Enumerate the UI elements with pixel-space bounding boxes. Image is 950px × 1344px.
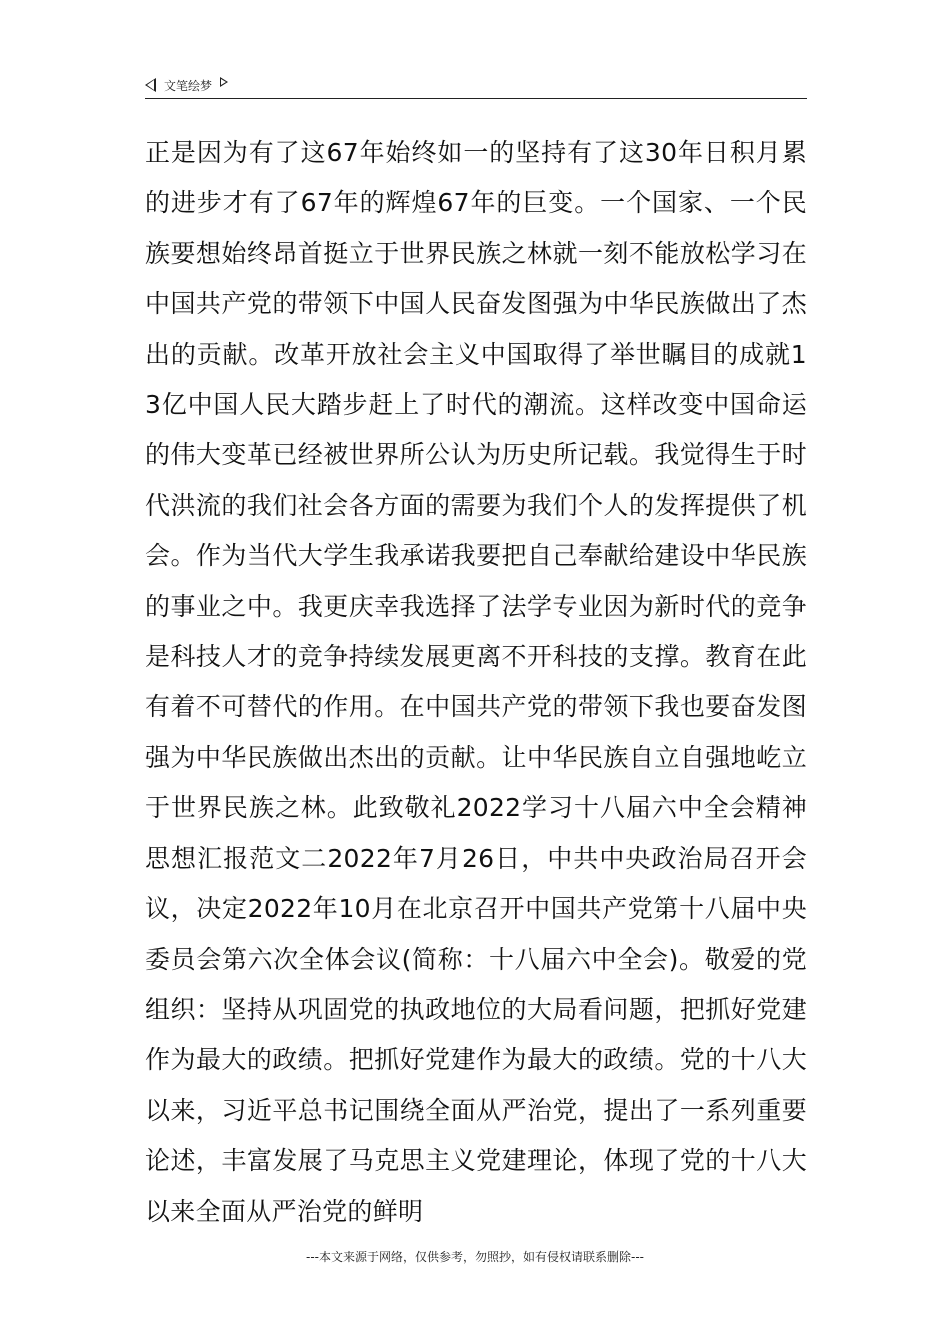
header-title: 文笔绘梦 xyxy=(164,78,213,93)
triangle-right-icon xyxy=(220,77,228,87)
footer-notice: ---本文来源于网络，仅供参考，勿照抄，如有侵权请联系删除--- xyxy=(306,1250,644,1264)
triangle-left-icon xyxy=(145,78,156,92)
page-header xyxy=(145,72,807,99)
body-paragraph: 正是因为有了这67年始终如一的坚持有了这30年日积月累的进步才有了67年的辉煌67年的巨变。一个国家、一个民族要想始终昂首挺立于世界民族之林就一刻不能放松学习在中国共产党的带领下中国人民奋发图强为中华民族做出了杰出的贡献。改革开放社会主义中国取得了举世瞩目的成就13亿中国人民大踏步赶上了时代的潮流。这样改变中国命运的伟大变革已经被世界所公认为历史所记载。我觉得生于时代洪流的我们社会各方面的需要为我们个人的发挥提供了机会。作为当代大学生我承诺我要把自己奉献给建设中华民族的事业之中。我更庆幸我选择了法学专业因为新时代的竞争是科技人才的竞争持续发展更离不开科技的支撑。教育在此有着不可替代的作用。在中国共产党的带领下我也要奋发图强为中华民族做出杰出的贡献。让中华民族自立自强地屹立于世界民族之林。此致敬礼2022学习十八届六中全会精神思想汇报范文二2022年7月26日，中共中央政治局召开会议，决定2022年10月在北京召开中国共产党第十八届中央委员会第六次全体会议(简称：十八届六中全会)。敬爱的党组织：坚持从巩固党的执政地位的大局看问题，把抓好党建作为最大的政绩。把抓好党建作为最大的政绩。党的十八大以来，习近平总书记围绕全面从严治党，提出了一系列重要论述，丰富发展了马克思主义党建理论，体现了党的十八大以来全面从严治党的鲜明 xyxy=(145,138,807,1226)
